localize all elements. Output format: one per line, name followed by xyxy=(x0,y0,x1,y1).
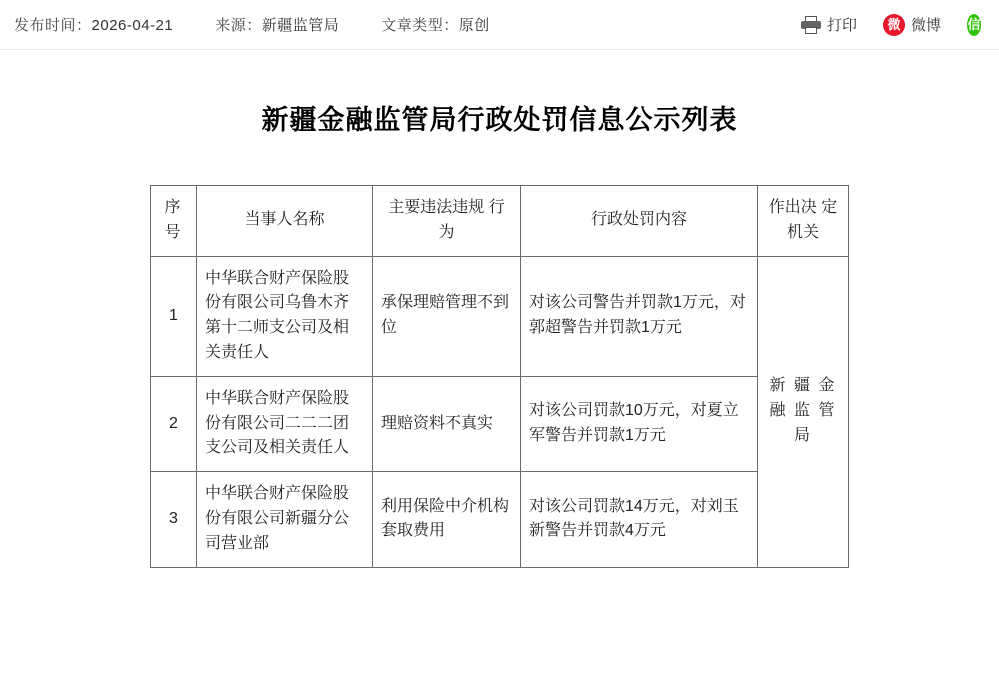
source xyxy=(215,14,339,35)
header-violation-line1: 主要违法违规 xyxy=(388,199,485,216)
wechat-share-button[interactable] xyxy=(967,14,981,36)
header-violation xyxy=(373,186,521,257)
cell-seq: 1 xyxy=(151,256,197,376)
header-seq xyxy=(151,186,197,257)
penalty-table-container xyxy=(0,185,999,568)
cell-violation: 理赔资料不真实 xyxy=(373,376,521,471)
cell-penalty-content: 对该公司罚款14万元，对刘玉新警告并罚款4万元 xyxy=(521,472,758,567)
source-label: 来源： xyxy=(215,17,262,34)
header-violation-line2: 行为 xyxy=(438,199,505,241)
table-header-row xyxy=(151,186,849,257)
cell-party-name: 中华联合财产保险股份有限公司二二二团支公司及相关责任人 xyxy=(197,376,373,471)
header-seq-line2: 号 xyxy=(164,223,183,241)
cell-violation: 利用保险中介机构套取费用 xyxy=(373,472,521,567)
source-value: 新疆监管局 xyxy=(261,17,340,34)
share-toolbar xyxy=(801,14,985,36)
weibo-icon: 微 xyxy=(883,14,905,36)
cell-party-name: 中华联合财产保险股份有限公司乌鲁木齐第十二师支公司及相关责任人 xyxy=(197,256,373,376)
table-row xyxy=(151,256,849,376)
header-penalty-content: 行政处罚内容 xyxy=(521,186,758,257)
header-seq-line1: 序 xyxy=(164,199,183,216)
table-row xyxy=(151,376,849,471)
weibo-share-label: 微博 xyxy=(910,17,941,34)
penalty-table xyxy=(150,185,849,568)
cell-penalty-content: 对该公司罚款10万元，对夏立军警告并罚款1万元 xyxy=(521,376,758,471)
print-button-label: 打印 xyxy=(826,17,857,34)
cell-seq: 3 xyxy=(151,472,197,567)
header-decision-org xyxy=(758,186,849,257)
wechat-icon: 信 xyxy=(967,14,981,36)
weibo-share-button[interactable] xyxy=(883,14,941,36)
publish-time-value: 2026-04-21 xyxy=(91,17,174,34)
article-type-value: 原创 xyxy=(458,17,490,34)
print-button[interactable] xyxy=(801,14,857,35)
penalty-table-head xyxy=(151,186,849,257)
header-decision-org-line1: 作出决 xyxy=(768,199,817,216)
cell-seq: 2 xyxy=(151,376,197,471)
header-party-name: 当事人名称 xyxy=(197,186,373,257)
penalty-table-body xyxy=(151,256,849,567)
cell-violation: 承保理赔管理不到位 xyxy=(373,256,521,376)
cell-decision-org: 新 疆 金 融 监 管 局 xyxy=(758,256,849,567)
header-decision-org-line2: 定机关 xyxy=(786,199,838,241)
cell-penalty-content: 对该公司警告并罚款1万元，对郭超警告并罚款1万元 xyxy=(521,256,758,376)
article-type xyxy=(381,14,490,35)
page-title: 新疆金融监管局行政处罚信息公示列表 xyxy=(261,105,738,135)
article-type-label: 文章类型： xyxy=(381,17,459,34)
table-row xyxy=(151,472,849,567)
cell-party-name: 中华联合财产保险股份有限公司新疆分公司营业部 xyxy=(197,472,373,567)
printer-icon xyxy=(801,16,821,34)
article-meta-bar xyxy=(0,0,999,50)
publish-time xyxy=(14,14,173,35)
publish-time-label: 发布时间： xyxy=(14,17,92,34)
